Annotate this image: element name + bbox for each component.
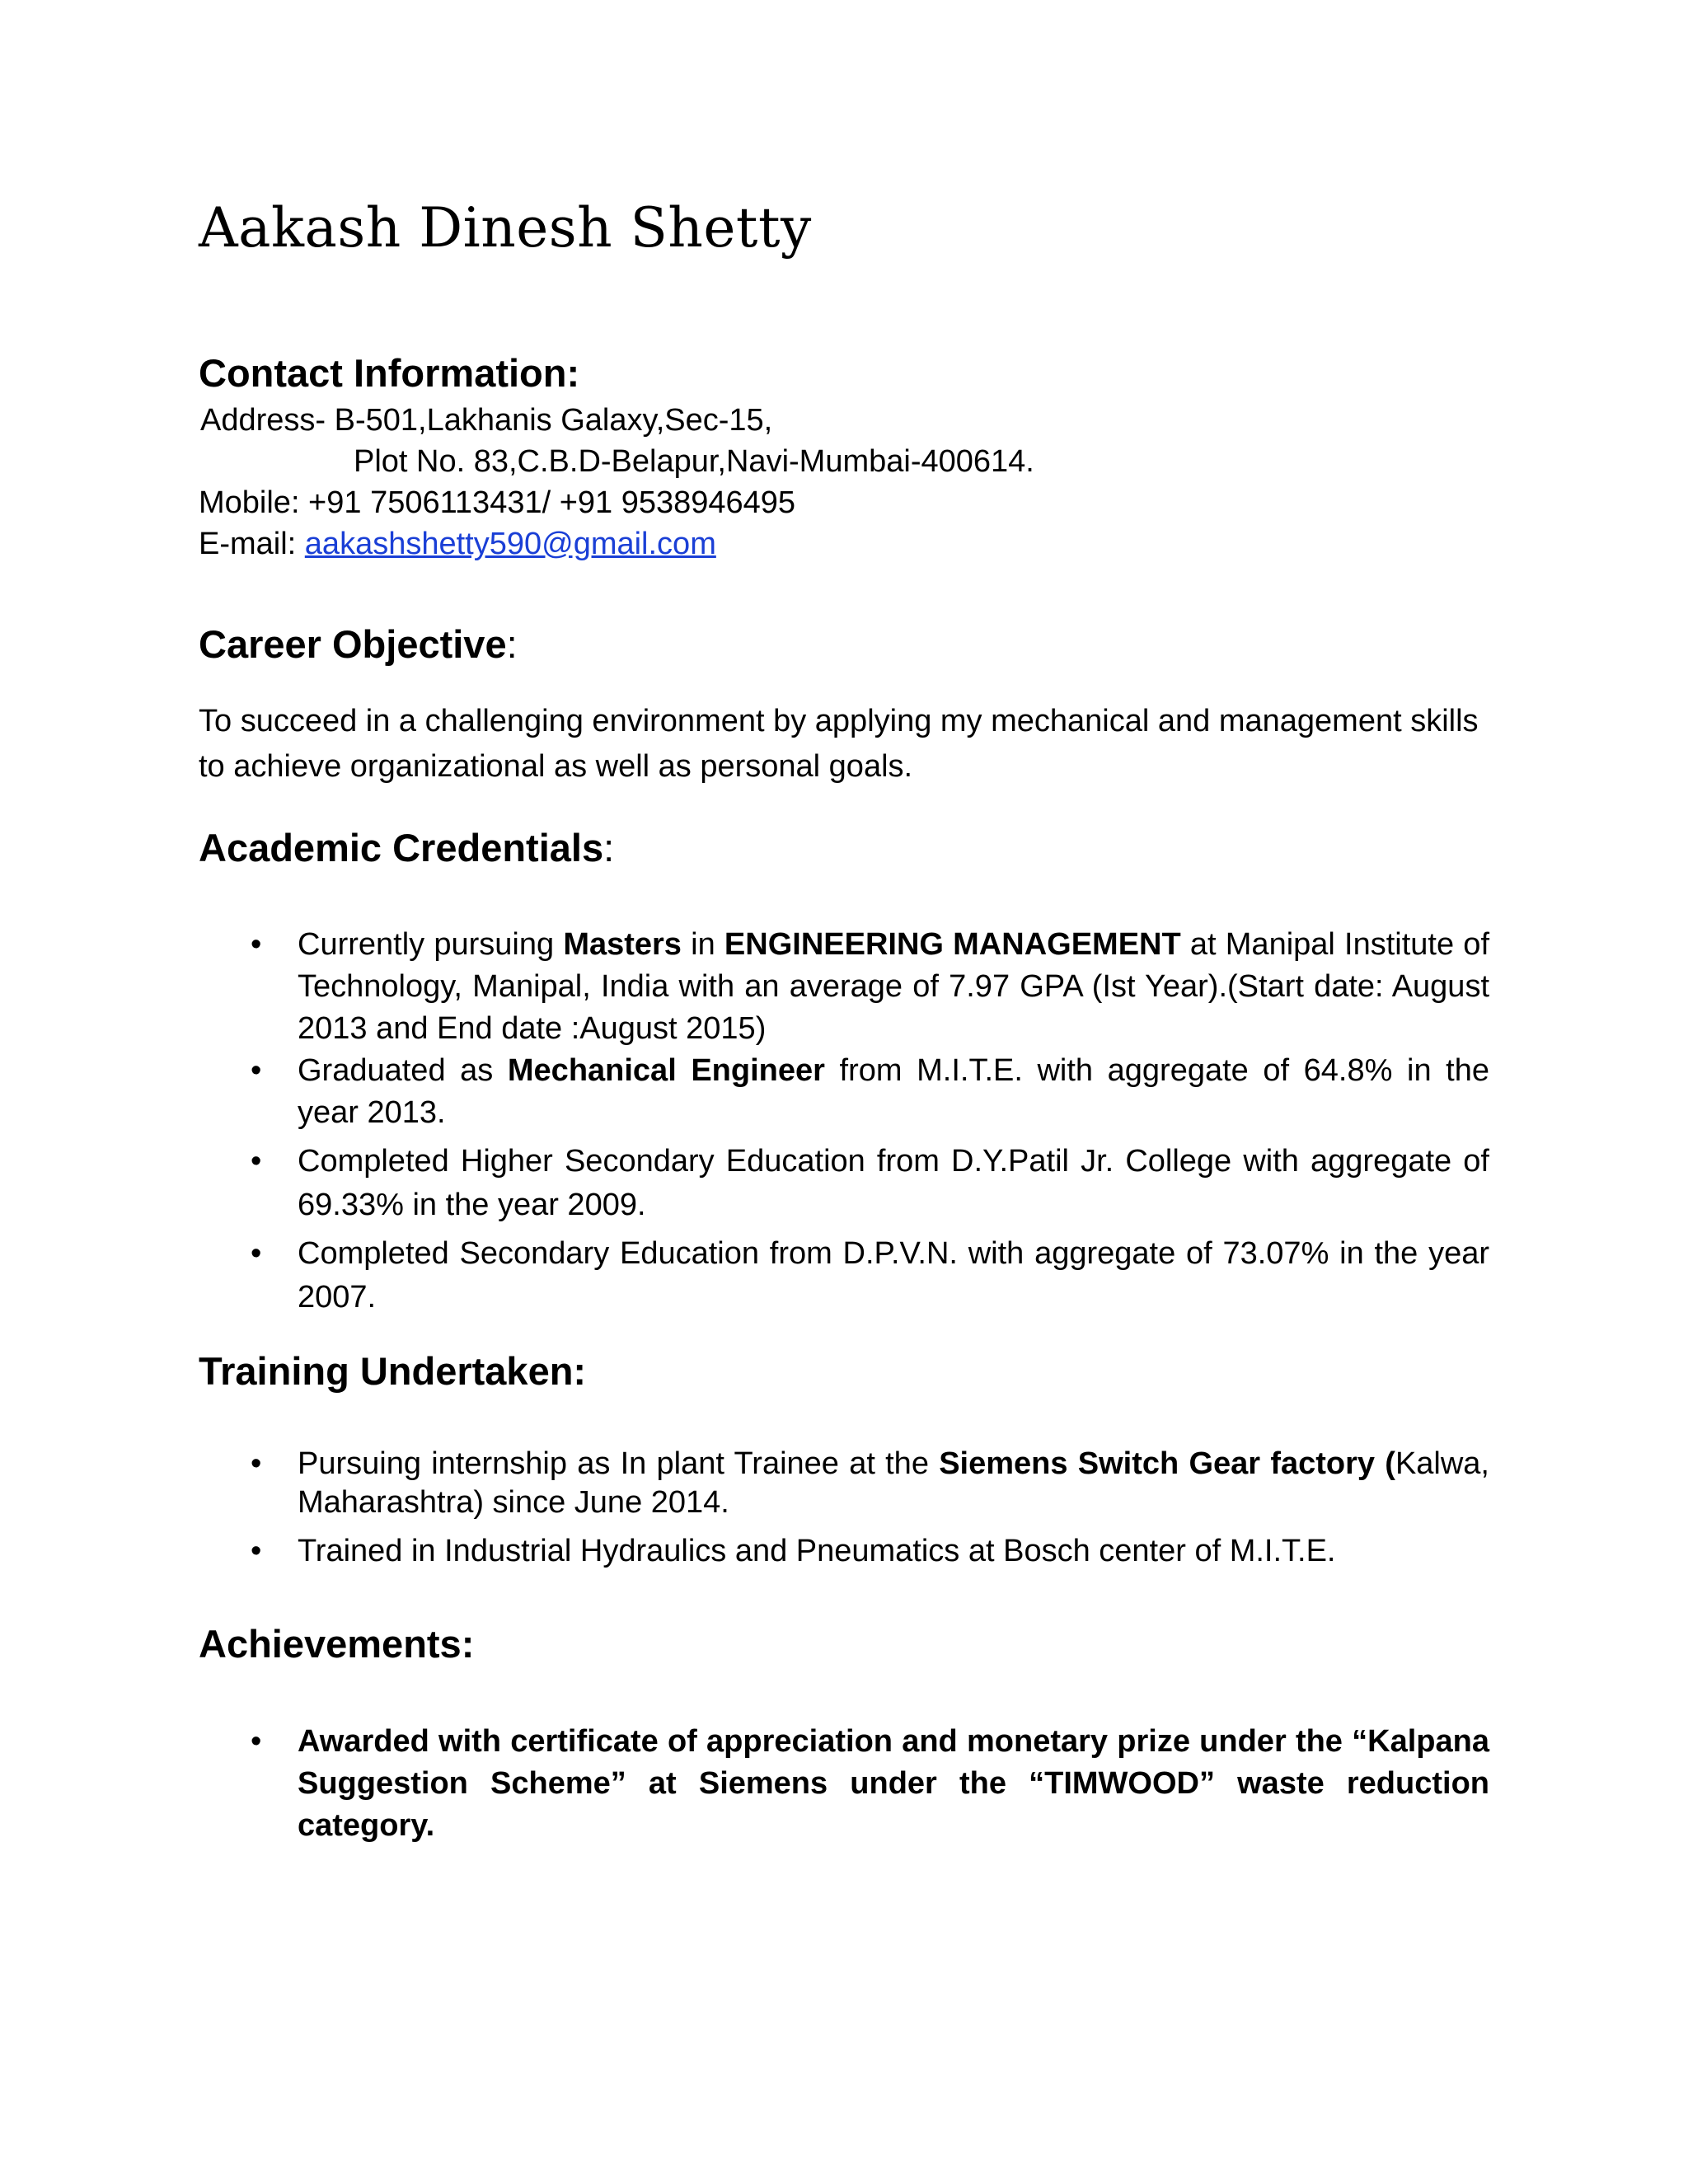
training-item-text: Kalwa, Maharashtra) since June 2014. bbox=[298, 1446, 1489, 1520]
bullet-icon: • bbox=[251, 1534, 262, 1568]
academic-item-text: from M.I.T.E. with aggregate of 64.8% in the year 2013. bbox=[298, 1053, 1489, 1130]
bullet-icon: • bbox=[251, 927, 262, 962]
bullet-icon: • bbox=[251, 1236, 262, 1271]
training-list bbox=[251, 1445, 1489, 1572]
candidate-name: Aakash Dinesh Shetty bbox=[199, 196, 812, 260]
academic-item-text: Completed Higher Secondary Education from D.Y.Patil Jr. College with aggregate of 69.33% in the year 2009. bbox=[298, 1144, 1489, 1222]
academic-item-text: in bbox=[681, 927, 724, 962]
bullet-icon: • bbox=[251, 1053, 262, 1088]
achievement-item-text: Awarded with certificate of appreciation and monetary prize under the “Kalpana Suggestion Scheme” at Siemens under the “TIMWOOD” waste reduction category. bbox=[298, 1724, 1489, 1843]
academic-item-text: Currently pursuing bbox=[298, 927, 564, 962]
training-heading: Training Undertaken: bbox=[199, 1349, 587, 1393]
academic-item bbox=[251, 1050, 1489, 1134]
email-line bbox=[199, 523, 716, 565]
bullet-icon: • bbox=[251, 1724, 262, 1759]
academic-heading bbox=[199, 825, 614, 870]
academic-item-text: at Manipal Institute of Technology, Manipal, India with an average of 7.97 GPA (Ist Year).(Start date: August 2013 and End date :August 2015) bbox=[298, 927, 1489, 1046]
academic-item bbox=[251, 1140, 1489, 1227]
academic-item-bold: ENGINEERING MANAGEMENT bbox=[724, 927, 1181, 962]
career-heading bbox=[199, 621, 518, 667]
training-item-text: Pursuing internship as In plant Trainee at the bbox=[298, 1446, 940, 1481]
achievements-list bbox=[251, 1721, 1489, 1847]
achievement-item bbox=[251, 1721, 1489, 1847]
career-heading-colon: : bbox=[506, 622, 518, 666]
academic-item-bold: Masters bbox=[563, 927, 682, 962]
career-heading-text: Career Objective bbox=[199, 622, 507, 666]
academic-item-bold: Mechanical Engineer bbox=[507, 1053, 825, 1088]
training-item bbox=[251, 1530, 1489, 1572]
academic-heading-colon: : bbox=[603, 826, 615, 869]
email-link[interactable]: aakashshetty590@gmail.com bbox=[304, 527, 716, 561]
academic-heading-text: Academic Credentials bbox=[199, 826, 604, 869]
contact-heading: Contact Information: bbox=[199, 351, 580, 395]
academic-list bbox=[251, 924, 1489, 1319]
academic-item-text: Graduated as bbox=[298, 1053, 508, 1088]
bullet-icon: • bbox=[251, 1446, 262, 1481]
training-item-text: Trained in Industrial Hydraulics and Pneumatics at Bosch center of M.I.T.E. bbox=[298, 1534, 1336, 1568]
bullet-icon: • bbox=[251, 1144, 262, 1179]
career-objective-text: To succeed in a challenging environment by applying my mechanical and management skills to achieve organizational as well as personal goals. bbox=[199, 704, 1479, 784]
address-line-2: Plot No. 83,C.B.D-Belapur,Navi-Mumbai-400614. bbox=[354, 444, 1034, 479]
training-item-bold: Siemens Switch Gear factory ( bbox=[939, 1446, 1395, 1481]
email-label: E-mail: bbox=[199, 527, 305, 561]
address-line-1: Address- B-501,Lakhanis Galaxy,Sec-15, bbox=[200, 403, 773, 438]
academic-item bbox=[251, 924, 1489, 1050]
academic-item bbox=[251, 1232, 1489, 1319]
academic-item-text: Completed Secondary Education from D.P.V.N. with aggregate of 73.07% in the year 2007. bbox=[298, 1236, 1489, 1315]
mobile-line: Mobile: +91 7506113431/ +91 9538946495 bbox=[199, 485, 796, 520]
training-item bbox=[251, 1445, 1489, 1522]
achievements-heading: Achievements: bbox=[199, 1622, 475, 1666]
